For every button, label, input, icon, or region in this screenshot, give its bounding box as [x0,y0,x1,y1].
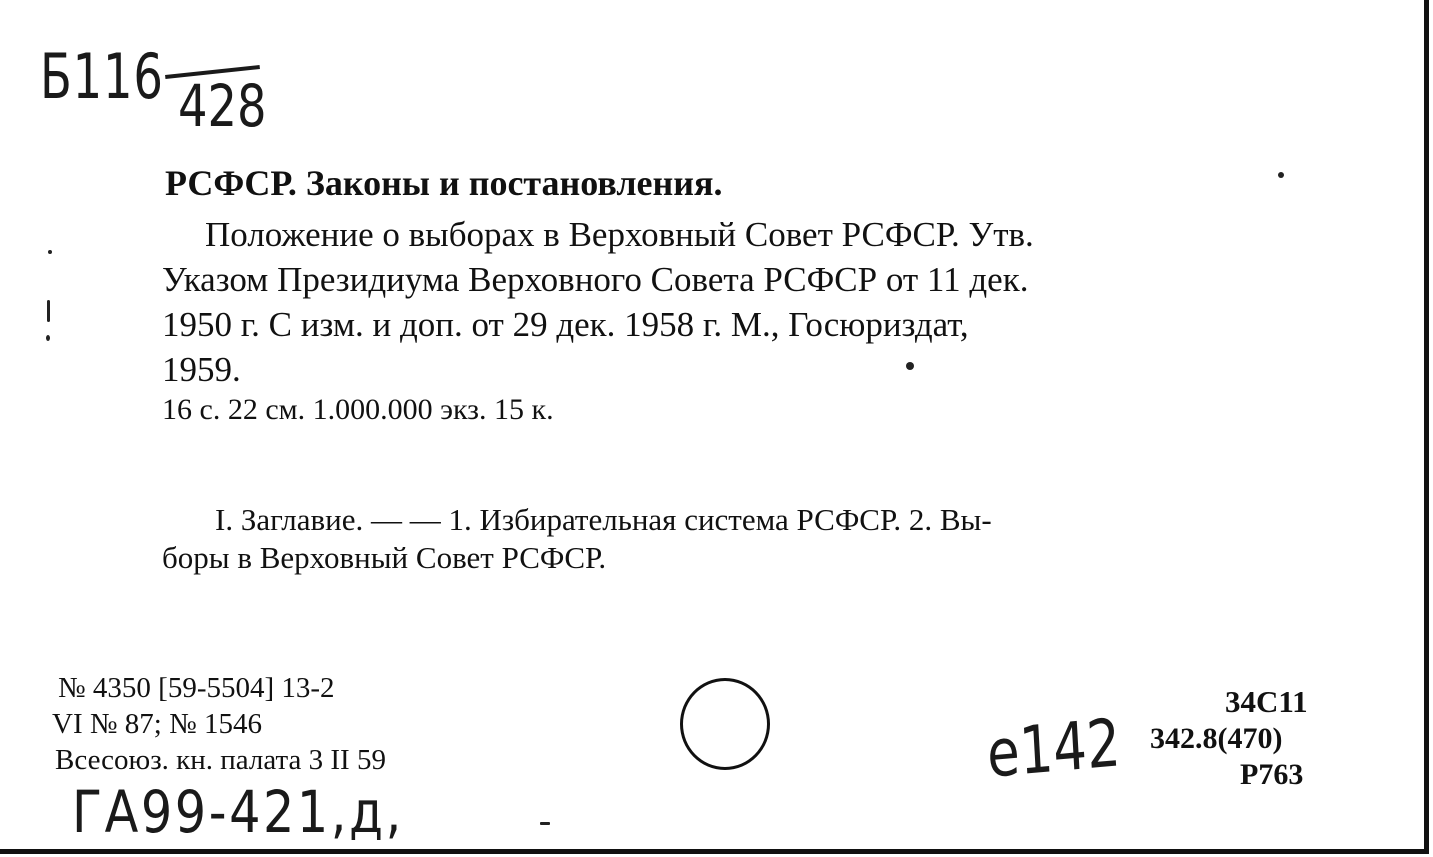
author-mark: Р763 [1240,758,1304,791]
classification-code: 342.8(470) [1150,722,1283,755]
registry-volume: VI № 87; № 1546 [52,708,262,740]
ink-speck [48,250,52,254]
registry-number: № 4350 [59-5504] 13-2 [58,672,335,704]
entry-line: Положение о выборах в Верховный Совет РСФСР. Утв. [205,215,1034,254]
shelf-mark-bottom: 428 [178,72,267,140]
tracings-line: I. Заглавие. — — 1. Избирательная система РСФСР. 2. Вы- [215,502,992,537]
entry-line: 1959. [162,350,241,389]
inventory-mark: е142 [985,704,1123,793]
book-chamber-line: Всесоюз. кн. палата 3 II 59 [55,744,386,776]
ink-speck [540,822,550,825]
entry-line: Указом Президиума Верховного Совета РСФСР от 11 дек. [162,260,1029,299]
entry-line: 1950 г. С изм. и доп. от 29 дек. 1958 г. М., Госюриздат, [162,305,969,344]
ink-speck [46,335,50,341]
classification-code: 34С11 [1225,684,1308,719]
punch-hole-circle [680,678,770,770]
tracings-line: боры в Верховный Совет РСФСР. [162,540,607,575]
shelf-mark-top: Б116 [40,40,164,113]
ink-speck [1278,172,1284,178]
archive-number: ГА99-421,д, [72,778,404,846]
ink-speck [906,362,914,370]
ink-speck [47,300,50,322]
entry-heading: РСФСР. Законы и постановления. [165,163,723,203]
physical-description: 16 с. 22 см. 1.000.000 экз. 15 к. [162,393,554,426]
